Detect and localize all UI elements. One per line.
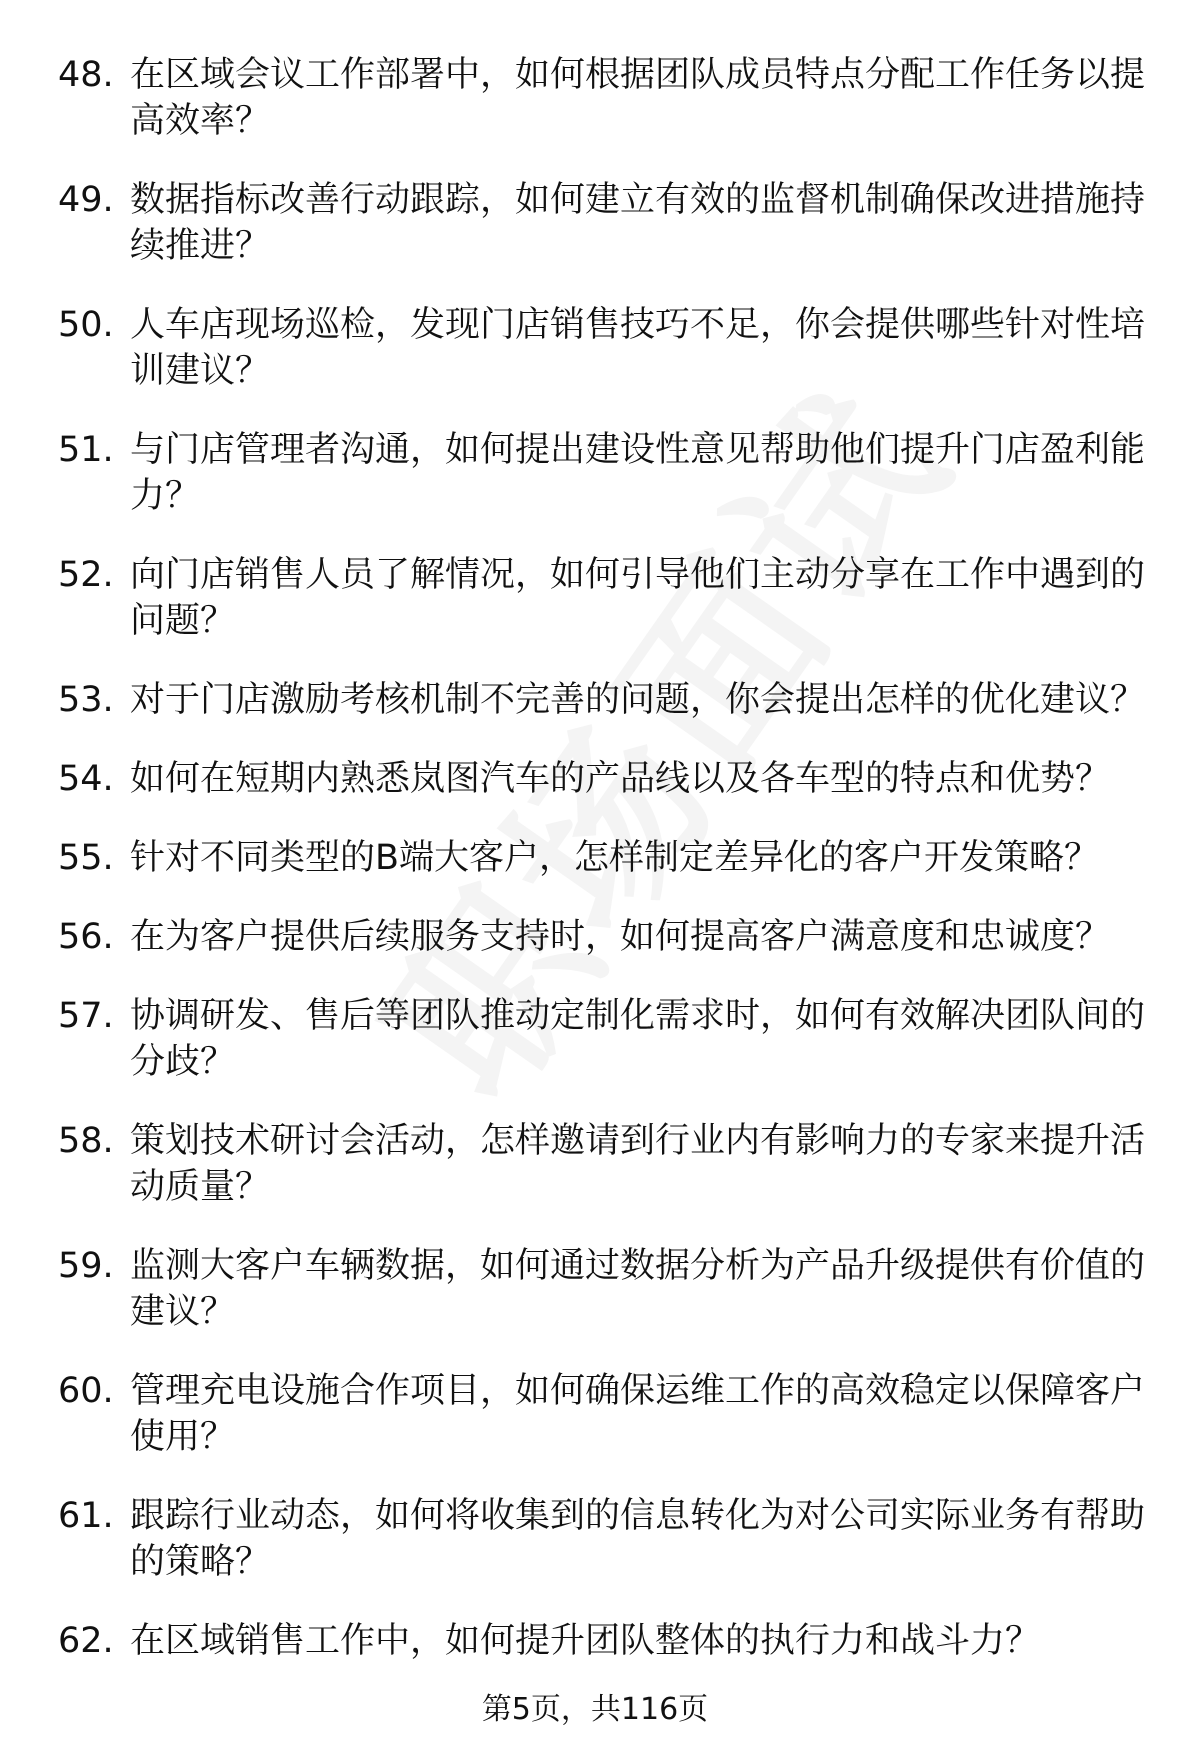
question-text: 与门店管理者沟通，如何提出建设性意见帮助他们提升门店盈利能力？ [130,430,1146,516]
list-item [58,302,1148,394]
list-item [58,427,1148,519]
question-text: 在为客户提供后续服务支持时，如何提高客户满意度和忠诚度？ [130,917,1111,957]
question-text: 向门店销售人员了解情况，如何引导他们主动分享在工作中遇到的问题？ [130,555,1146,641]
list-item [58,1243,1148,1335]
list-item [58,552,1148,644]
question-text: 人车店现场巡检，发现门店销售技巧不足，你会提供哪些针对性培训建议？ [130,305,1146,391]
question-text: 协调研发、售后等团队推动定制化需求时，如何有效解决团队间的分歧？ [130,996,1146,1082]
list-item [58,1118,1148,1210]
list-item [58,1618,1148,1664]
question-number: 50. [58,305,114,345]
list-item [58,835,1148,881]
question-number: 55. [58,838,114,878]
list-item [58,756,1148,802]
list-item [58,993,1148,1085]
question-number: 58. [58,1121,114,1161]
question-text: 跟踪行业动态，如何将收集到的信息转化为对公司实际业务有帮助的策略？ [130,1496,1146,1582]
question-number: 56. [58,917,114,957]
question-number: 49. [58,180,114,220]
question-text: 监测大客户车辆数据，如何通过数据分析为产品升级提供有价值的建议？ [130,1246,1146,1332]
question-number: 57. [58,996,114,1036]
list-item [58,52,1148,144]
question-text: 针对不同类型的B端大客户，怎样制定差异化的客户开发策略？ [130,838,1100,878]
list-item [58,177,1148,269]
question-number: 48. [58,55,114,95]
question-text: 在区域会议工作部署中，如何根据团队成员特点分配工作任务以提高效率？ [130,55,1146,141]
question-number: 54. [58,759,114,799]
question-list [58,52,1148,1697]
list-item [58,1368,1148,1460]
question-number: 61. [58,1496,114,1536]
question-number: 60. [58,1371,114,1411]
question-text: 管理充电设施合作项目，如何确保运维工作的高效稳定以保障客户使用？ [130,1371,1146,1457]
question-text: 如何在短期内熟悉岚图汽车的产品线以及各车型的特点和优势？ [130,759,1111,799]
list-item [58,914,1148,960]
list-item [58,1493,1148,1585]
question-number: 53. [58,680,114,720]
question-number: 59. [58,1246,114,1286]
question-number: 62. [58,1621,114,1661]
question-text: 数据指标改善行动跟踪，如何建立有效的监督机制确保改进措施持续推进？ [130,180,1146,266]
page-footer: 第5页，共116页 [481,1692,709,1727]
question-number: 52. [58,555,114,595]
list-item [58,677,1148,723]
question-text: 策划技术研讨会活动，怎样邀请到行业内有影响力的专家来提升活动质量？ [130,1121,1146,1207]
question-text: 在区域销售工作中，如何提升团队整体的执行力和战斗力？ [130,1621,1041,1661]
question-number: 51. [58,430,114,470]
question-text: 对于门店激励考核机制不完善的问题，你会提出怎样的优化建议？ [130,680,1146,720]
